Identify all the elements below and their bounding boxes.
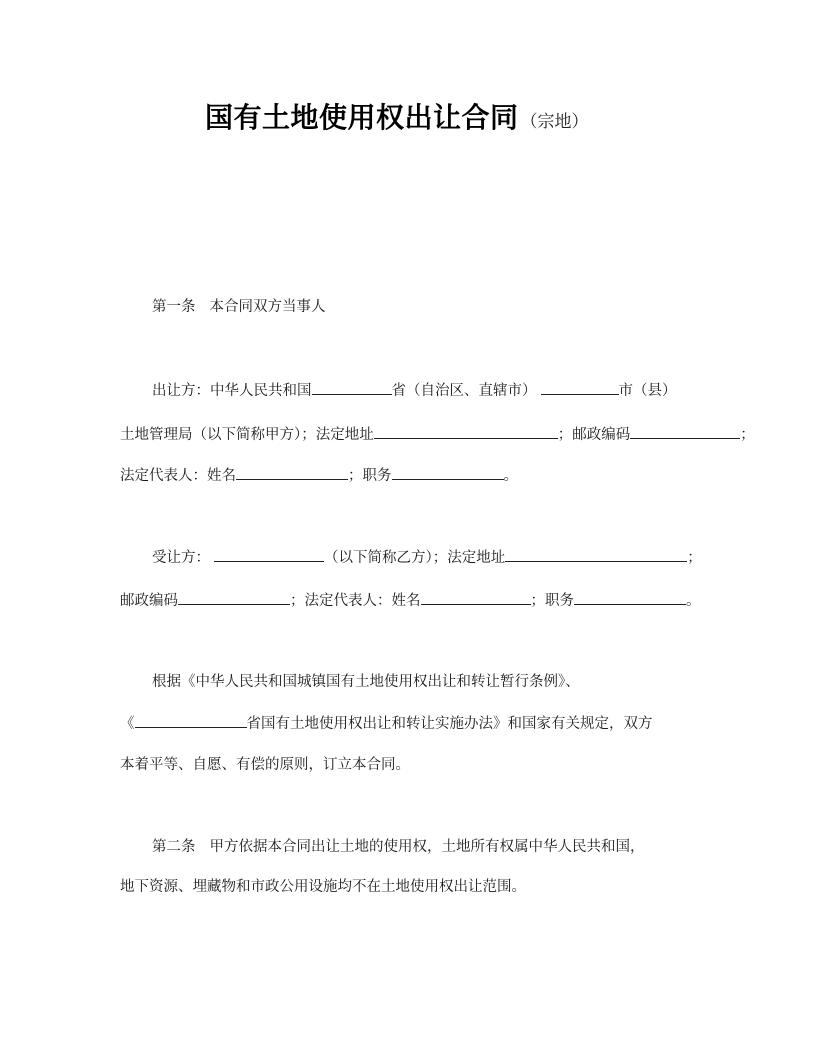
city-blank[interactable] bbox=[541, 380, 619, 395]
article1-heading bbox=[152, 297, 326, 317]
basis-line-3: 本着平等、自愿、有偿的原则，订立本合同。 bbox=[120, 757, 410, 773]
grantor-postcode-label: ；邮政编码 bbox=[557, 427, 631, 443]
article2-line-2: 地下资源、埋藏物和市政公用设施均不在土地使用权出让范围。 bbox=[120, 879, 526, 895]
grantee-label: 受让方： bbox=[152, 550, 210, 566]
punctuation: 。 bbox=[686, 593, 701, 609]
article1-text: 本合同双方当事人 bbox=[209, 299, 326, 315]
grantor-line-3 bbox=[120, 465, 518, 486]
grantor-line-1 bbox=[152, 380, 677, 401]
book-quote-open: 《 bbox=[120, 716, 135, 732]
grantee-line-2 bbox=[120, 590, 701, 611]
punctuation: ； bbox=[687, 550, 702, 566]
grantor-line-2 bbox=[120, 424, 755, 445]
grantor-rep-title-blank[interactable] bbox=[392, 465, 504, 480]
grantor-rep-name-blank[interactable] bbox=[236, 465, 348, 480]
document-title bbox=[205, 96, 589, 136]
grantee-address-label: （以下简称乙方）；法定地址 bbox=[324, 550, 506, 566]
province-label: 省（自治区、直辖市） bbox=[391, 383, 537, 399]
article2-line-1 bbox=[152, 837, 645, 857]
basis-line-2 bbox=[120, 713, 653, 734]
grantee-rep-name-label: ；法定代表人：姓名 bbox=[290, 593, 421, 609]
basis-line-1: 根据《中华人民共和国城镇国有土地使用权出让和转让暂行条例》、 bbox=[152, 674, 580, 690]
article2-number: 第二条 bbox=[152, 839, 196, 855]
grantee-address-blank[interactable] bbox=[505, 547, 687, 562]
grantor-rep-title-label: ；职务 bbox=[348, 468, 392, 484]
punctuation: 。 bbox=[503, 468, 518, 484]
grantee-rep-title-label: ；职务 bbox=[530, 593, 574, 609]
grantee-rep-title-blank[interactable] bbox=[574, 590, 686, 605]
grantor-address-blank[interactable] bbox=[374, 424, 558, 439]
grantee-name-blank[interactable] bbox=[214, 547, 324, 562]
grantee-line-1 bbox=[152, 547, 702, 568]
grantee-postcode-label: 邮政编码 bbox=[120, 593, 178, 609]
basis-regulation-text: 省国有土地使用权出让和转让实施办法》和国家有关规定，双方 bbox=[246, 716, 653, 732]
title-subtitle: （宗地） bbox=[520, 112, 589, 132]
grantor-rep-name-label: 法定代表人：姓名 bbox=[120, 468, 236, 484]
grantor-address-label: 土地管理局（以下简称甲方）；法定地址 bbox=[120, 427, 374, 443]
province-blank[interactable] bbox=[312, 380, 392, 395]
article2-text: 甲方依据本合同出让土地的使用权，土地所有权属中华人民共和国， bbox=[209, 839, 645, 855]
article1-number: 第一条 bbox=[152, 299, 196, 315]
grantee-rep-name-blank[interactable] bbox=[421, 590, 531, 605]
punctuation: ； bbox=[740, 427, 755, 443]
grantor-country-label: 出让方：中华人民共和国 bbox=[152, 383, 312, 399]
grantor-postcode-blank[interactable] bbox=[630, 424, 740, 439]
city-label: 市（县） bbox=[618, 383, 677, 399]
grantee-postcode-blank[interactable] bbox=[178, 590, 290, 605]
title-main: 国有土地使用权出让合同 bbox=[205, 101, 519, 134]
basis-province-blank[interactable] bbox=[135, 713, 247, 728]
